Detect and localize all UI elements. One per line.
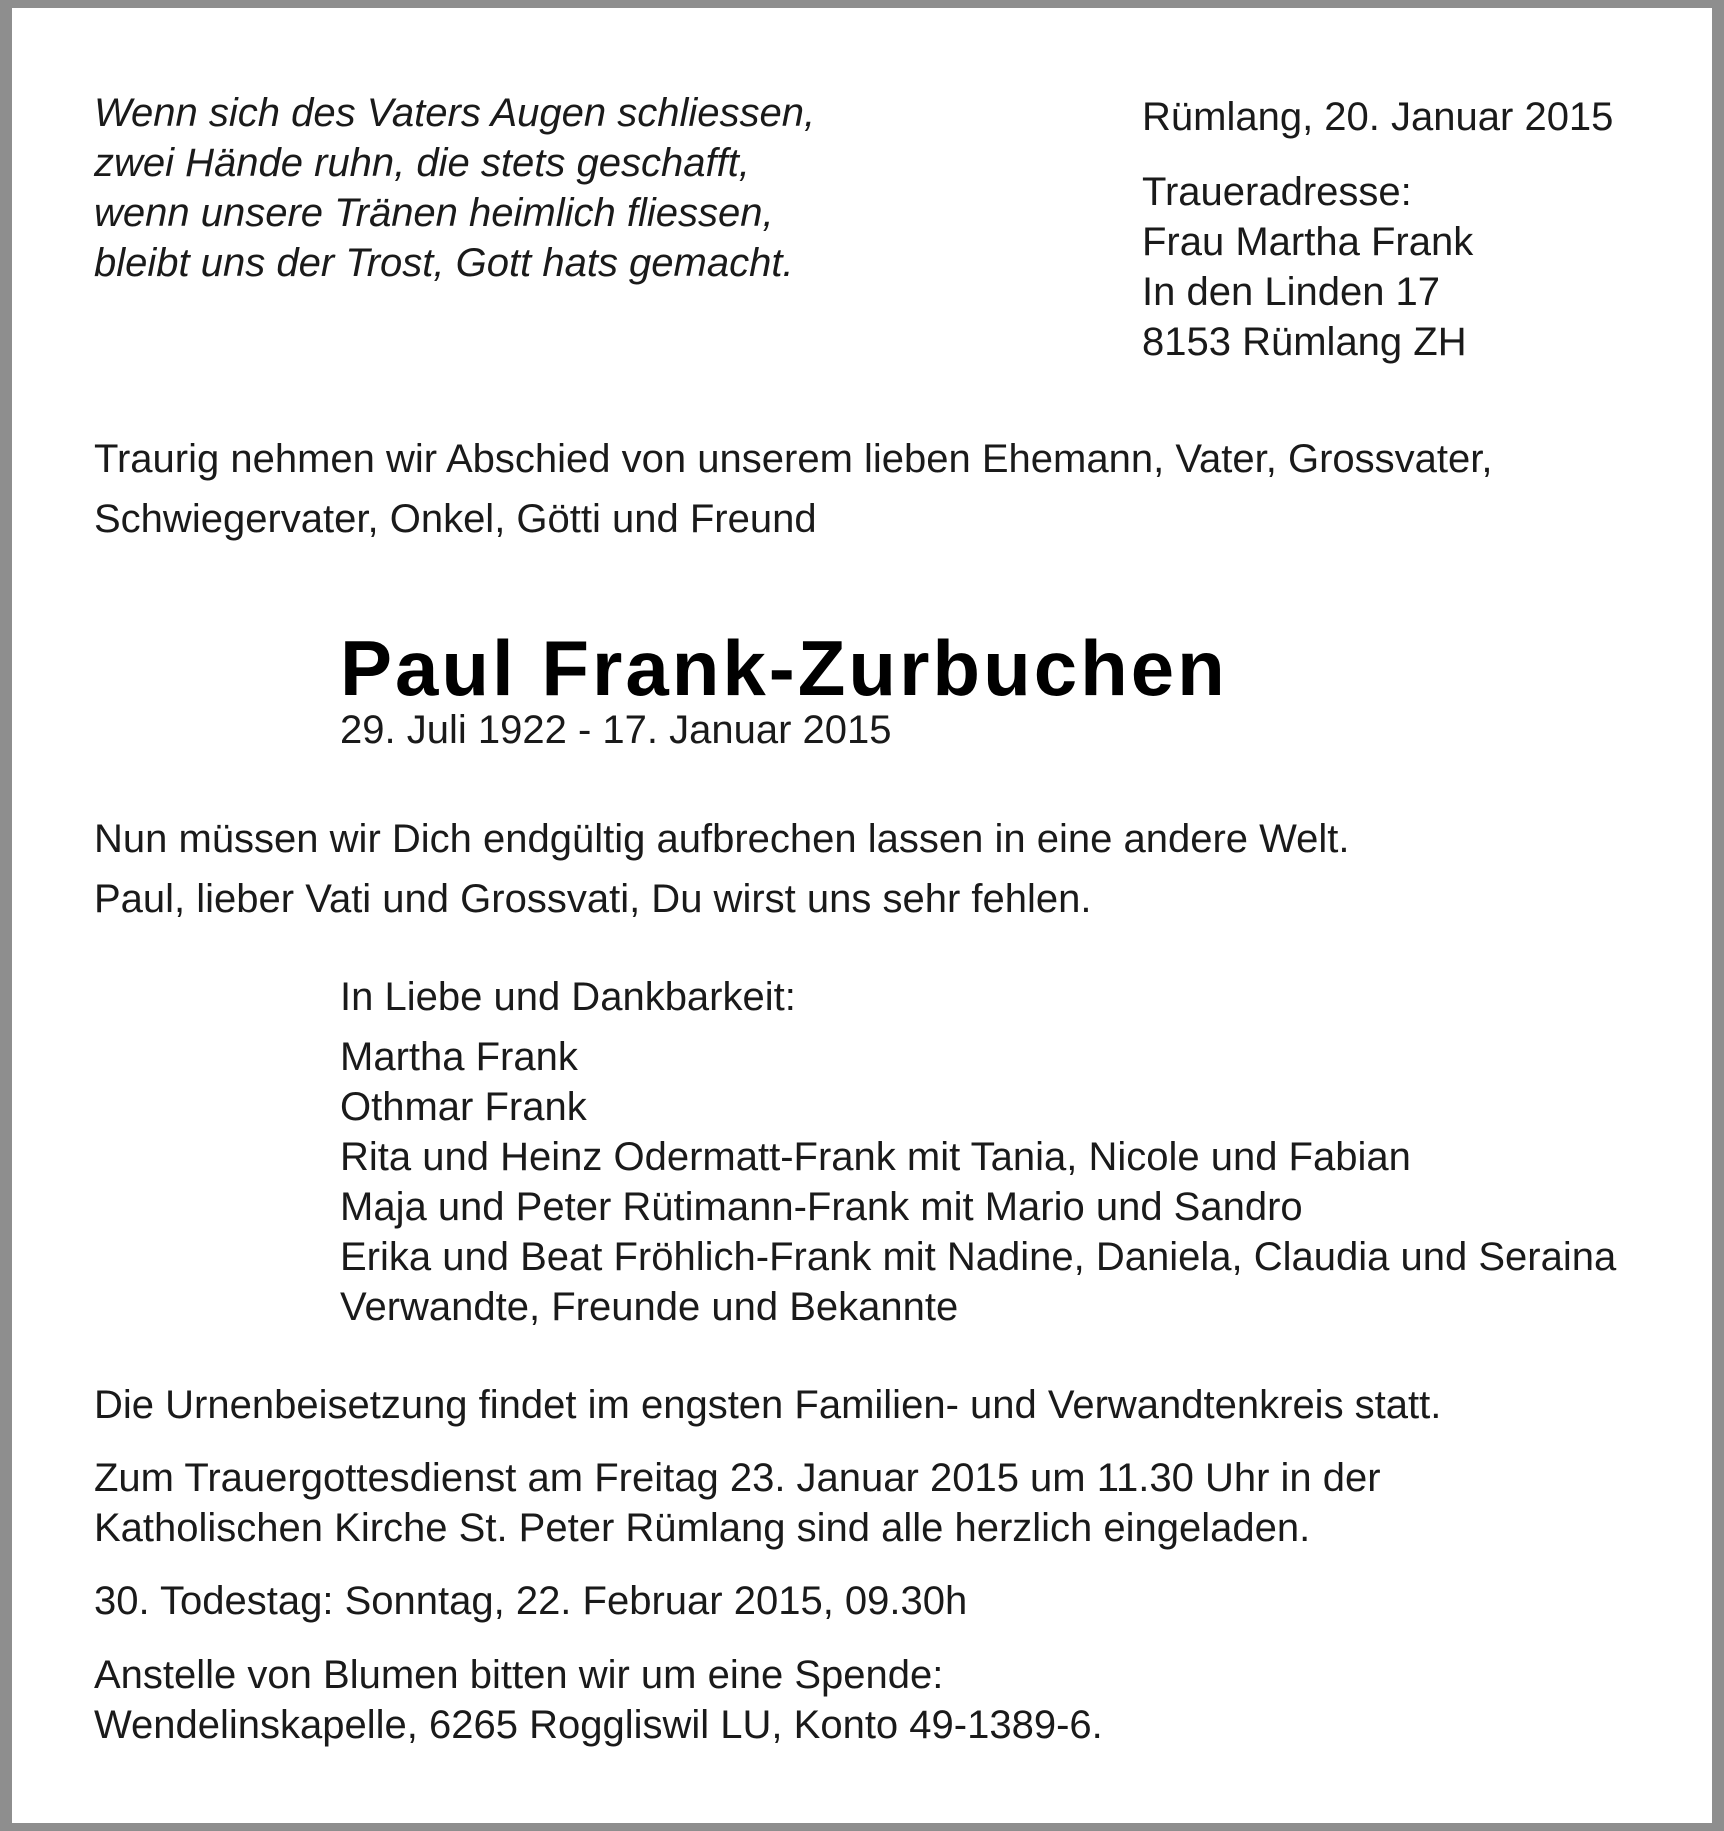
intro-line: Traurig nehmen wir Abschied von unserem lieben Ehemann, Vater, Grossvater, [94, 437, 1493, 481]
poem-line: wenn unsere Tränen heimlich fliessen, [94, 191, 774, 235]
service-line: Katholischen Kirche St. Peter Rümlang sind alle herzlich eingeladen. [94, 1506, 1311, 1550]
deceased-dates: 29. Juli 1922 - 17. Januar 2015 [340, 708, 892, 752]
donation-line: Anstelle von Blumen bitten wir um eine Spende: [94, 1653, 944, 1697]
mourner-entry: Rita und Heinz Odermatt-Frank mit Tania, Nicole und Fabian [340, 1135, 1411, 1179]
mourner-entry: Verwandte, Freunde und Bekannte [340, 1285, 959, 1329]
poem-line: zwei Hände ruhn, die stets geschafft, [94, 141, 750, 185]
address-line: Traueradresse: [1142, 170, 1412, 214]
address-line: 8153 Rümlang ZH [1142, 320, 1467, 364]
donation-line: Wendelinskapelle, 6265 Roggliswil LU, Konto 49-1389-6. [94, 1703, 1103, 1747]
mourner-entry: Martha Frank [340, 1035, 578, 1079]
farewell-line: Paul, lieber Vati und Grossvati, Du wirst uns sehr fehlen. [94, 877, 1092, 921]
poem-line: bleibt uns der Trost, Gott hats gemacht. [94, 241, 794, 285]
mourner-entry: Othmar Frank [340, 1085, 587, 1129]
memorial-note: 30. Todestag: Sonntag, 22. Februar 2015, 09.30h [94, 1579, 968, 1623]
poem-line: Wenn sich des Vaters Augen schliessen, [94, 91, 816, 135]
burial-note: Die Urnenbeisetzung findet im engsten Familien- und Verwandtenkreis statt. [94, 1383, 1442, 1427]
intro-line: Schwiegervater, Onkel, Götti und Freund [94, 497, 817, 541]
mourner-entry: Erika und Beat Fröhlich-Frank mit Nadine, Daniela, Claudia und Seraina [340, 1235, 1617, 1279]
mourners-heading: In Liebe und Dankbarkeit: [340, 975, 796, 1019]
mourner-entry: Maja und Peter Rütimann-Frank mit Mario und Sandro [340, 1185, 1303, 1229]
place-date: Rümlang, 20. Januar 2015 [1142, 95, 1614, 139]
service-line: Zum Trauergottesdienst am Freitag 23. Januar 2015 um 11.30 Uhr in der [94, 1456, 1381, 1500]
farewell-line: Nun müssen wir Dich endgültig aufbrechen lassen in eine andere Welt. [94, 817, 1350, 861]
address-line: In den Linden 17 [1142, 270, 1441, 314]
address-line: Frau Martha Frank [1142, 220, 1474, 264]
deceased-name: Paul Frank-Zurbuchen [340, 624, 1228, 712]
